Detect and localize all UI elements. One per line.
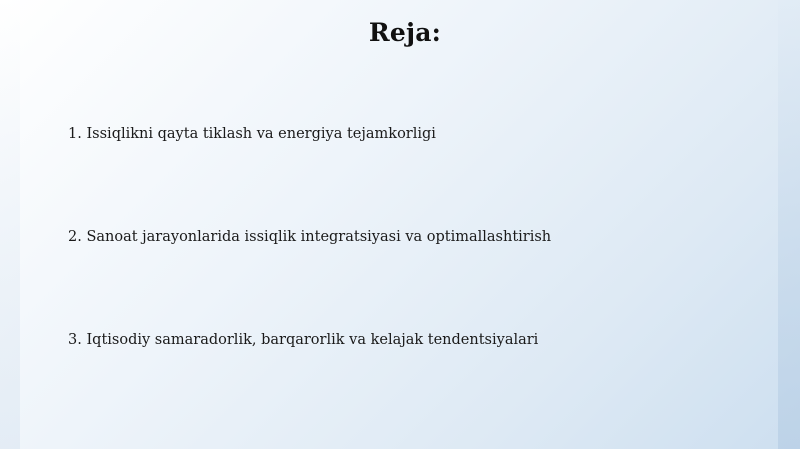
agenda-item-1: 1. Issiqlikni qayta tiklash va energiya tejamkorligi [68, 126, 436, 142]
slide-right-band [778, 0, 800, 449]
agenda-item-3: 3. Iqtisodiy samaradorlik, barqarorlik va kelajak tendentsiyalari [68, 332, 539, 348]
slide-title: Reja: [368, 18, 442, 47]
slide-left-band [0, 0, 20, 449]
agenda-item-2: 2. Sanoat jarayonlarida issiqlik integratsiyasi va optimallashtirish [68, 229, 552, 245]
